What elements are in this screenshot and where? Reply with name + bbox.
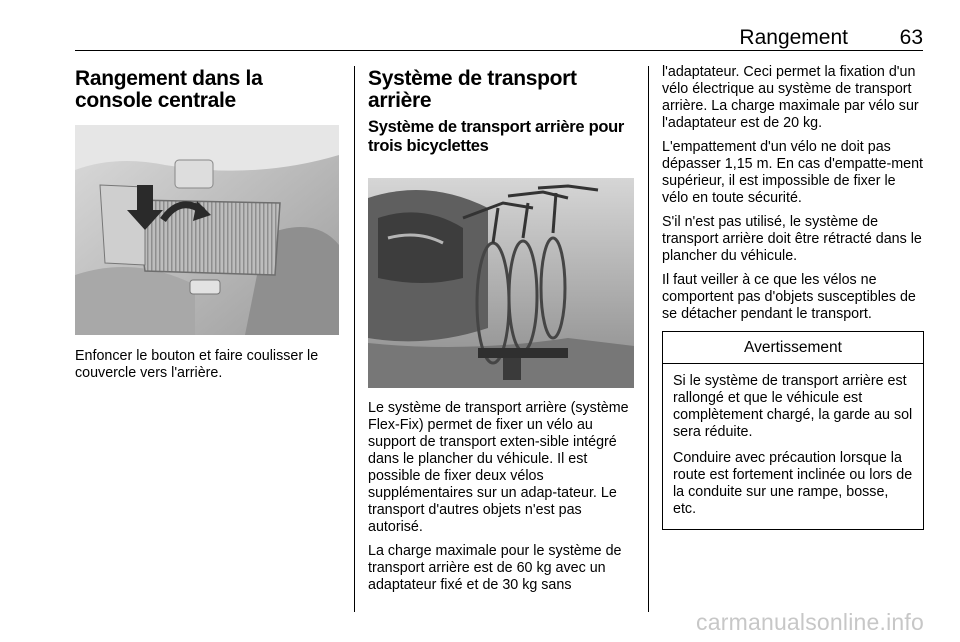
paragraph: l'adaptateur. Ceci permet la fixation d'un vélo électrique au système de transport arrière. La charge maximale par vélo sur l'adaptateur est de 20 kg. <box>662 64 919 131</box>
rear-bike-carrier-illustration-icon <box>368 178 634 388</box>
column-divider-1 <box>354 66 355 612</box>
warning-paragraph: Conduire avec précaution lorsque la route est fortement inclinée ou lors de la conduite sur une rampe, bosse, etc. <box>673 450 913 517</box>
console-storage-illustration-icon <box>75 125 339 335</box>
column-divider-2 <box>648 66 649 612</box>
paragraph: L'empattement d'un vélo ne doit pas dépasser 1,15 m. En cas d'empatte-ment supérieur, il est impossible de fixer le vélo en toute sécurité. <box>662 139 924 206</box>
header-rule <box>75 50 923 51</box>
paragraph: S'il n'est pas utilisé, le système de transport arrière doit être rétracté dans le plancher du véhicule. <box>662 214 922 264</box>
section-heading-rear-carrier: Système de transport arrière <box>368 67 577 112</box>
paragraph: La charge maximale pour le système de transport arrière est de 60 kg avec un adaptateur fixé et de 30 kg sans <box>368 543 622 593</box>
rear-carrier-body <box>368 400 640 601</box>
console-caption: Enfoncer le bouton et faire coulisser le couvercle vers l'arrière. <box>75 348 319 381</box>
watermark: carmanualsonline.info <box>696 609 924 635</box>
paragraph: Le système de transport arrière (système Flex-Fix) permet de fixer un vélo au support de transport exten-sible intégré dans le plancher du véhicule. Il est possible de fixer deux vélos supplémentaires sur un adap-tateur. Le transport d'autres objets n'est pas autorisé. <box>368 400 629 535</box>
column-1 <box>75 64 343 381</box>
paragraph: Il faut veiller à ce que les vélos ne comportent pas d'objets susceptibles de se détacher pendant le transport. <box>662 272 916 322</box>
page-number: 63 <box>899 26 923 49</box>
section-heading-console: Rangement dans la console centrale <box>75 67 263 112</box>
header-title: Rangement <box>739 26 848 49</box>
warning-box <box>662 331 924 530</box>
warning-title: Avertissement <box>663 332 923 364</box>
warning-paragraph: Si le système de transport arrière est rallongé et que le véhicule est complètement chargé, la garde au sol sera réduite. <box>673 373 913 440</box>
column-2 <box>368 64 636 593</box>
column-3 <box>662 64 924 530</box>
subheading-three-bikes: Système de transport arrière pour trois bicyclettes <box>368 118 625 155</box>
warning-body <box>663 364 923 529</box>
